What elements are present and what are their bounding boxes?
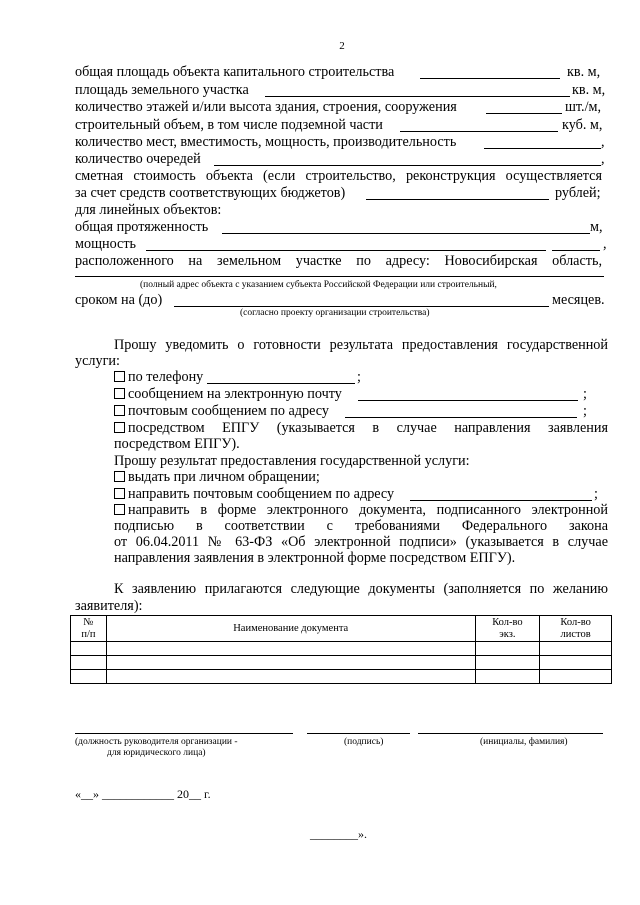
cost-unit: рублей; — [555, 185, 601, 201]
notify-option-epgu[interactable]: посредством ЕПГУ (указывается в случае направления заявления — [114, 420, 608, 436]
edoc-line-2: подписью в соответствии с требованиями Федерального закона — [114, 518, 608, 534]
col-name-header: Наименование документа — [106, 616, 475, 642]
attachments-line-1: К заявлению прилагаются следующие документы (заполняется по желанию — [114, 581, 608, 597]
attachments-table — [70, 615, 612, 684]
table-row[interactable] — [71, 670, 612, 684]
floors-unit: шт./м, — [565, 99, 602, 115]
edoc-line-4: направления заявления в электронной форме посредством ЕПГУ). — [114, 550, 516, 566]
result-option-personal[interactable]: выдать при личном обращении; — [114, 469, 320, 485]
term-hint: (согласно проекту организации строительства) — [240, 308, 430, 318]
position-line[interactable] — [75, 733, 293, 734]
date-line: «__» ____________ 20__ г. — [75, 787, 211, 801]
capacity-field[interactable] — [484, 148, 601, 149]
name-hint: (инициалы, фамилия) — [480, 737, 568, 747]
table-header-row — [71, 616, 612, 642]
total-area-label: общая площадь объекта капитального строительства — [75, 64, 395, 80]
checkbox-post[interactable] — [114, 405, 125, 416]
volume-unit: куб. м, — [562, 117, 603, 133]
signature-line[interactable] — [307, 733, 410, 734]
checkbox-email[interactable] — [114, 388, 125, 399]
result-option-post[interactable]: направить почтовым сообщением по адресу — [114, 486, 394, 502]
notify-option-post[interactable]: почтовым сообщением по адресу — [114, 403, 329, 419]
page-number: 2 — [339, 40, 345, 52]
result-line-1: Прошу результат предоставления государственной услуги: — [114, 453, 470, 469]
length-unit: м, — [590, 219, 603, 235]
post-address-field[interactable] — [345, 417, 577, 418]
col-sheets-header: Кол-во листов — [540, 616, 612, 642]
name-line[interactable] — [418, 733, 603, 734]
email-field[interactable] — [358, 400, 578, 401]
edoc-line-3: от 06.04.2011 № 63-ФЗ «Об электронной подписи» (указывается в случае — [114, 534, 608, 550]
term-unit: месяцев. — [552, 292, 605, 308]
linear-label: для линейных объектов: — [75, 202, 222, 218]
notify-line-1: Прошу уведомить о готовности результата предоставления государственной — [114, 337, 608, 353]
length-field[interactable] — [222, 233, 590, 234]
address-field[interactable] — [75, 276, 604, 277]
power-field-extra — [552, 250, 600, 251]
notify-option-email[interactable]: сообщением на электронную почту — [114, 386, 342, 402]
post-end: ; — [583, 403, 587, 419]
attachments-line-2: заявителя): — [75, 598, 143, 614]
total-area-unit: кв. м, — [567, 64, 601, 80]
checkbox-edoc[interactable] — [114, 504, 125, 515]
phone-end: ; — [357, 369, 361, 385]
length-label: общая протяженность — [75, 219, 209, 235]
power-label: мощность — [75, 236, 137, 252]
closing-line: ________». — [310, 827, 367, 841]
table-row[interactable] — [71, 642, 612, 656]
result-post-end: ; — [594, 486, 598, 502]
signature-hint: (подпись) — [344, 737, 384, 747]
notify-line-2: услуги: — [75, 353, 120, 369]
capacity-label: количество мест, вместимость, мощность, производительность — [75, 134, 457, 150]
result-post-address-field[interactable] — [410, 500, 592, 501]
floors-field[interactable] — [486, 113, 562, 114]
term-label: сроком на (до) — [75, 292, 163, 308]
queues-field[interactable] — [214, 165, 601, 166]
col-number-header: № п/п — [71, 616, 107, 642]
queues-end: , — [601, 151, 605, 167]
cost-line-1: сметная стоимость объекта (если строительство, реконструкция осуществляется — [75, 168, 602, 184]
cost-line-2: за счет средств соответствующих бюджетов) — [75, 185, 346, 201]
power-end: , — [603, 236, 607, 252]
email-end: ; — [583, 386, 587, 402]
address-hint: (полный адрес объекта с указанием субъекта Российской Федерации или строительный, — [140, 280, 497, 290]
volume-label: строительный объем, в том числе подземной части — [75, 117, 383, 133]
table-row[interactable] — [71, 656, 612, 670]
checkbox-phone[interactable] — [114, 371, 125, 382]
term-field[interactable] — [174, 306, 549, 307]
queues-label: количество очередей — [75, 151, 201, 167]
position-hint-1: (должность руководителя организации - — [75, 737, 238, 747]
checkbox-personal[interactable] — [114, 471, 125, 482]
land-area-label: площадь земельного участка — [75, 82, 249, 98]
phone-field[interactable] — [207, 383, 355, 384]
total-area-field[interactable] — [420, 78, 560, 79]
position-hint-2: для юридического лица) — [107, 748, 206, 758]
col-copies-header: Кол-во экз. — [475, 616, 540, 642]
capacity-end: , — [601, 134, 605, 150]
volume-field[interactable] — [400, 131, 558, 132]
checkbox-result-post[interactable] — [114, 488, 125, 499]
power-field[interactable] — [146, 250, 546, 251]
land-area-field[interactable] — [265, 96, 570, 97]
located-line: расположенного на земельном участке по адресу: Новосибирская область, — [75, 253, 602, 269]
notify-option-phone[interactable]: по телефону — [114, 369, 203, 385]
land-area-unit: кв. м, — [572, 82, 606, 98]
notify-epgu-line-2: посредством ЕПГУ). — [114, 436, 240, 452]
floors-label: количество этажей и/или высота здания, строения, сооружения — [75, 99, 457, 115]
cost-field[interactable] — [366, 199, 549, 200]
result-option-edoc[interactable]: направить в форме электронного документа, подписанного электронной — [114, 502, 608, 518]
checkbox-epgu[interactable] — [114, 422, 125, 433]
